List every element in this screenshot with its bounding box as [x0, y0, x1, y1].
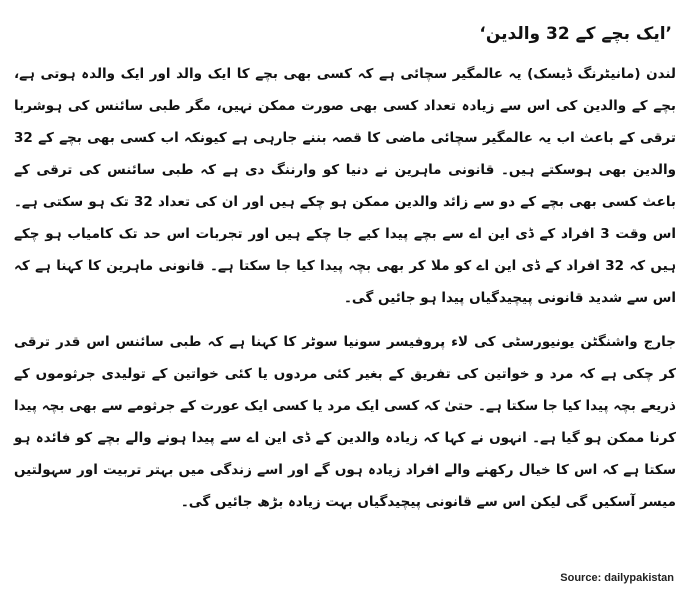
article-paragraph-2: جارج واشنگٹن یونیورسٹی کی لاء پروفیسر سونیا سوٹر کا کہنا ہے کہ طبی سائنس اس قدر ترقی کر چکی ہے کہ مرد و خواتین کی تفریق کے بغیر کئی مردوں یا کئی خواتین کے تولیدی جرثوموں کے ذریعے بچہ پیدا کیا جا سکتا ہے۔ حتیٰ کہ کسی ایک مرد یا کسی ایک عورت کے جرثومے سے بھی بچہ پیدا کرنا ممکن ہو گیا ہے۔ انہوں نے کہا کہ زیادہ والدین کے ڈی این اے سے پیدا ہونے والے بچے کو فائدہ ہو سکتا ہے کہ اس کا خیال رکھنے والے افراد زیادہ ہوں گے اور اسے زندگی میں بہتر تربیت اور سہولتیں میسر آسکیں گی لیکن اس سے قانونی پیچیدگیاں بہت زیادہ بڑھ جائیں گی۔: [14, 334, 676, 510]
source-credit: Source: dailypakistan: [560, 572, 674, 584]
article: [14, 22, 676, 518]
article-headline: ’ایک بچے کے 32 والدین‘: [479, 24, 672, 44]
article-paragraph-1: لندن (مانیٹرنگ ڈیسک) یہ عالمگیر سچائی ہے کہ کسی بھی بچے کا ایک والد اور ایک والدہ ہوتی ہے، بچے کے والدین کی اس سے زیادہ تعداد کسی بھی صورت ممکن نہیں، مگر طبی سائنس کی ہوشربا ترقی کے باعث اب یہ عالمگیر سچائی ماضی کا قصہ بننے جارہی ہے کیونکہ اب کسی بھی بچے کے 32 والدین بھی ہوسکتے ہیں۔ قانونی ماہرین نے دنیا کو وارننگ دی ہے کہ طبی سائنس کی ترقی کے باعث کسی بھی بچے کے دو سے زائد والدین ممکن ہو چکے ہیں اور ان کی تعداد 32 تک ہو سکتی ہے۔ اس وقت 3 افراد کے ڈی این اے سے بچے پیدا کیے جا چکے ہیں اور تجربات اس حد تک کامیاب ہو چکے ہیں کہ 32 افراد کے ڈی این اے کو ملا کر بھی بچہ پیدا کیا جا سکتا ہے۔ قانونی ماہرین کا کہنا ہے کہ اس سے شدید قانونی پیچیدگیاں پیدا ہو جائیں گی۔: [14, 66, 676, 306]
